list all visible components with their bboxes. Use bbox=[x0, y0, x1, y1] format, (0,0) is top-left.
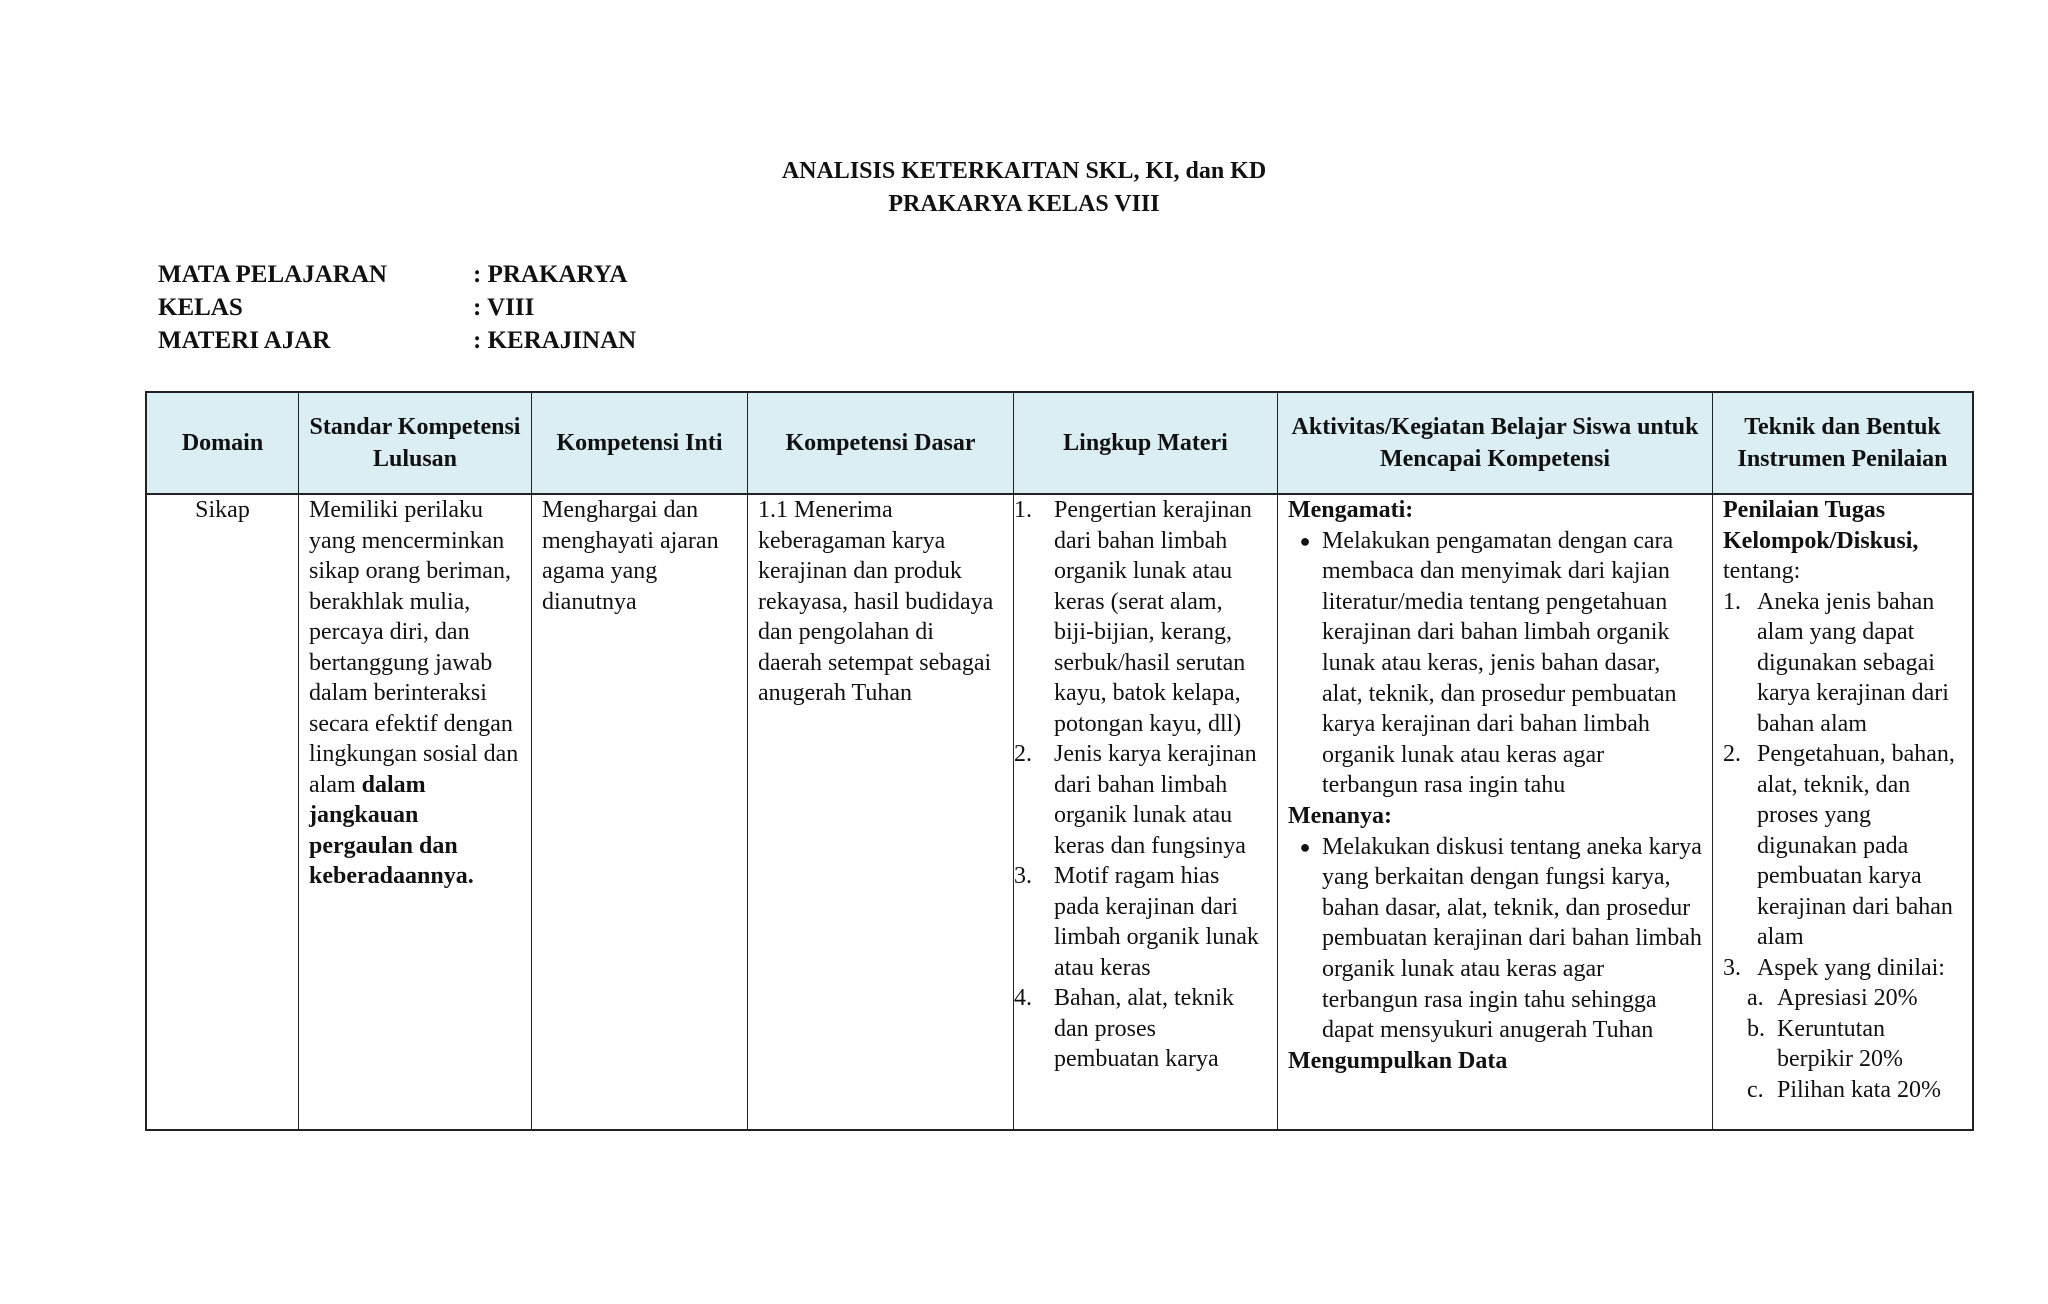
aspect-text: Apresiasi 20% bbox=[1777, 985, 1918, 1011]
list-number: 2. bbox=[1723, 741, 1741, 767]
cell-kd: 1.1 Menerima keberagaman karya kerajinan dan produk rekayasa, hasil budidaya dan pengolahan di daerah setempat sebagai anugerah Tuhan bbox=[748, 495, 1014, 1129]
list-text: Aneka jenis bahan alam yang dapat digunakan sebagai karya kerajinan dari bahan alam bbox=[1757, 588, 1949, 737]
meta-value: : VIII bbox=[473, 294, 535, 321]
list-number: 3. bbox=[1014, 863, 1032, 889]
header-penilaian: Teknik dan Bentuk Instrumen Penilaian bbox=[1737, 414, 1948, 472]
document-title: ANALISIS KETERKAITAN SKL, KI, dan KD bbox=[781, 158, 1267, 184]
meta-block bbox=[158, 258, 636, 357]
skl-bold-text: dalam jangkauan pergaulan dan keberadaannya. bbox=[309, 771, 474, 889]
aspect-item bbox=[1723, 1075, 1962, 1106]
list-item bbox=[1014, 983, 1267, 1075]
cell-aktivitas bbox=[1278, 495, 1713, 1129]
penilaian-intro: tentang: bbox=[1723, 558, 1801, 584]
list-number: 4. bbox=[1014, 985, 1032, 1011]
aspect-text: Pilihan kata 20% bbox=[1777, 1076, 1941, 1103]
list-number: 1. bbox=[1723, 588, 1741, 615]
header-domain: Domain bbox=[147, 393, 299, 493]
meta-value: : KERAJINAN bbox=[473, 327, 637, 354]
cell-materi bbox=[1014, 495, 1278, 1129]
list-item bbox=[1014, 739, 1267, 861]
list-item bbox=[1723, 739, 1962, 953]
list-text: Melakukan diskusi tentang aneka karya yang berkaitan dengan fungsi karya, bahan dasar, alat, teknik, dan prosedur pembuatan kerajinan dari bahan limbah organik lunak atau keras agar terbangun rasa ingin tahu sehingga dapat mensyukuri anugerah Tuhan bbox=[1322, 833, 1702, 1044]
table-header-row bbox=[147, 393, 1972, 495]
aspect-item bbox=[1723, 983, 1962, 1014]
header-materi: Lingkup Materi bbox=[1014, 393, 1278, 493]
mengamati-heading: Mengamati: bbox=[1288, 497, 1414, 523]
cell-domain: Sikap bbox=[147, 495, 299, 1129]
cell-penilaian bbox=[1713, 495, 1972, 1129]
meta-row-subject bbox=[158, 258, 636, 291]
penilaian-list bbox=[1723, 587, 1962, 984]
meta-label: MATA PELAJARAN bbox=[158, 261, 387, 288]
aspect-letter: b. bbox=[1747, 1015, 1765, 1042]
penilaian-heading: Penilaian Tugas Kelompok/Diskusi, bbox=[1723, 497, 1919, 554]
list-text: Motif ragam hias pada kerajinan dari limbah organik lunak atau keras bbox=[1054, 863, 1259, 981]
header-ki: Kompetensi Inti bbox=[532, 393, 748, 493]
list-text: Pengetahuan, bahan, alat, teknik, dan proses yang digunakan pada pembuatan karya kerajinan dari bahan alam bbox=[1757, 741, 1955, 950]
document-subtitle: PRAKARYA KELAS VIII bbox=[888, 191, 1160, 217]
list-text: Melakukan pengamatan dengan cara membaca dan menyimak dari kajian literatur/media tentang pengetahuan kerajinan dari bahan limbah organik lunak atau keras, jenis bahan dasar, alat, teknik, dan prosedur pembuatan karya kerajinan dari bahan limbah organik lunak atau keras agar terbangun rasa ingin tahu bbox=[1322, 527, 1677, 799]
aspect-item bbox=[1723, 1014, 1962, 1075]
aspect-letter: a. bbox=[1747, 985, 1764, 1011]
cell-ki: Menghargai dan menghayati ajaran agama yang dianutnya bbox=[532, 495, 748, 1129]
list-item bbox=[1723, 953, 1962, 984]
list-item bbox=[1014, 861, 1267, 983]
list-text: Pengertian kerajinan dari bahan limbah organik lunak atau keras (serat alam, biji-bijian, kerang, serbuk/hasil serutan kayu, batok kelapa, potongan kayu, dll) bbox=[1054, 497, 1252, 737]
list-number: 3. bbox=[1723, 954, 1741, 981]
list-item bbox=[1014, 495, 1267, 739]
header-skl: Standar Kompetensi Lulusan bbox=[299, 393, 532, 493]
analysis-table bbox=[145, 391, 1974, 1131]
skl-text: Memiliki perilaku yang mencerminkan sikap orang beriman, berakhlak mulia, percaya diri, dan bertanggung jawab dalam berinteraksi secara efektif dengan lingkungan sosial dan alam bbox=[309, 497, 519, 798]
cell-skl bbox=[299, 495, 532, 1129]
aspect-letter: c. bbox=[1747, 1076, 1764, 1103]
list-text: Jenis karya kerajinan dari bahan limbah organik lunak atau keras dan fungsinya bbox=[1054, 741, 1257, 859]
list-item bbox=[1288, 832, 1702, 1046]
meta-value: : PRAKARYA bbox=[473, 261, 628, 288]
list-number: 2. bbox=[1014, 741, 1032, 767]
list-item bbox=[1723, 587, 1962, 740]
meta-row-class bbox=[158, 291, 636, 324]
menanya-heading: Menanya: bbox=[1288, 802, 1392, 829]
materi-list bbox=[1014, 495, 1267, 1075]
list-text: Bahan, alat, teknik dan proses pembuatan karya bbox=[1054, 985, 1234, 1072]
bullet-icon: ● bbox=[1299, 530, 1311, 551]
table-row bbox=[147, 495, 1972, 1129]
meta-label: KELAS bbox=[158, 294, 243, 321]
header-aktivitas: Aktivitas/Kegiatan Belajar Siswa untuk Mencapai Kompetensi bbox=[1278, 393, 1713, 493]
aspect-text: Keruntutan berpikir 20% bbox=[1777, 1015, 1903, 1072]
bullet-icon: ● bbox=[1299, 836, 1311, 857]
list-item bbox=[1288, 526, 1702, 801]
header-kd: Kompetensi Dasar bbox=[748, 393, 1014, 493]
list-number: 1. bbox=[1014, 497, 1032, 523]
list-text: Aspek yang dinilai: bbox=[1757, 954, 1945, 981]
meta-label: MATERI AJAR bbox=[158, 327, 331, 354]
mengumpulkan-heading: Mengumpulkan Data bbox=[1288, 1047, 1508, 1074]
meta-row-material bbox=[158, 324, 636, 357]
